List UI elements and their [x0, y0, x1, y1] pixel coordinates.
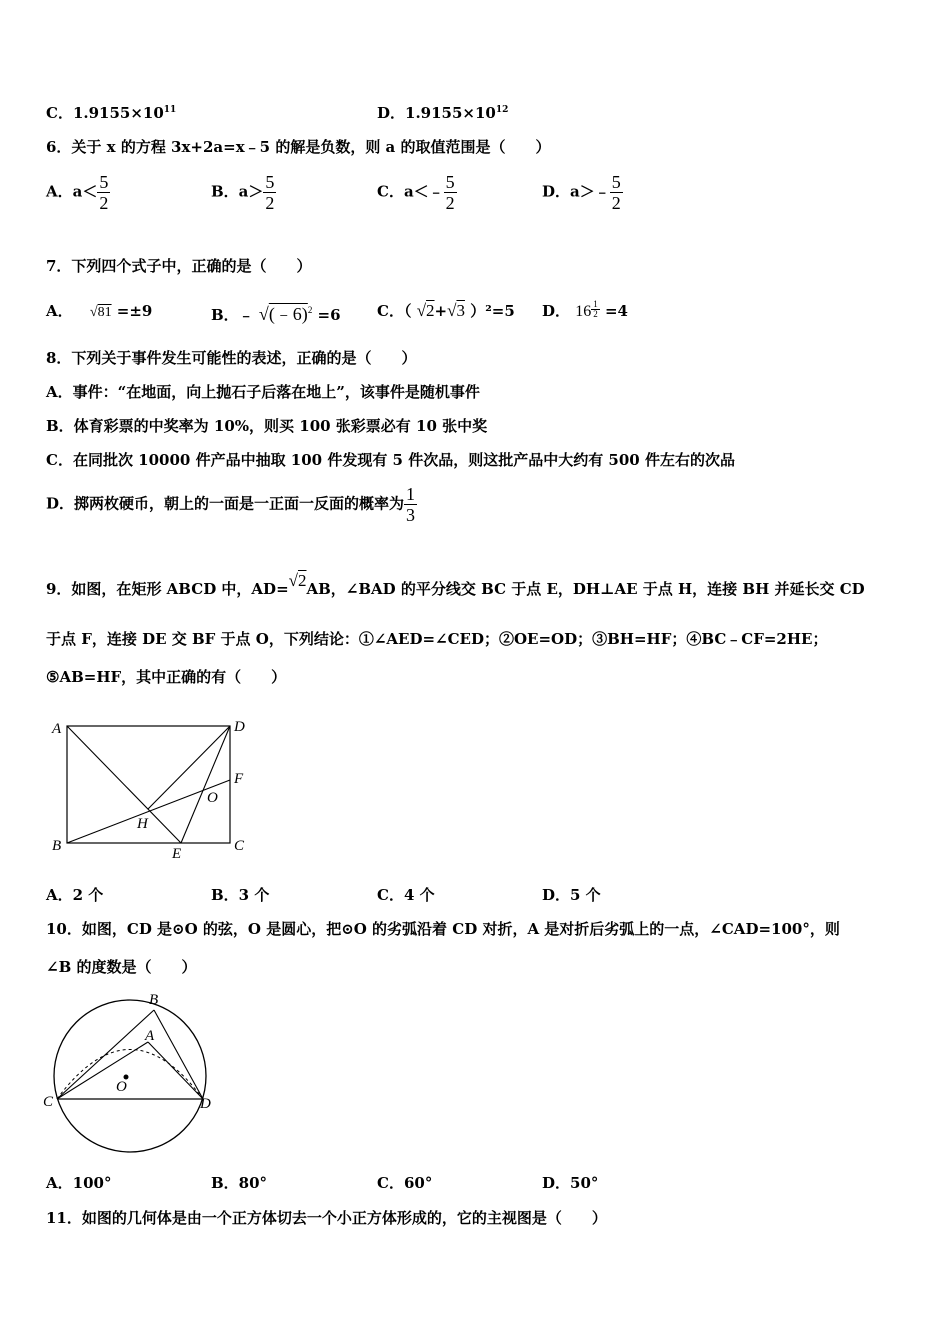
q10-option-c: C．60°	[377, 1174, 433, 1192]
q10-option-a: A．100°	[46, 1174, 112, 1192]
q5-option-d: D．$1.9155\times 10^{12}$	[377, 104, 509, 122]
label-o: O	[116, 1079, 127, 1095]
q9-option-a: A．2 个	[46, 886, 104, 904]
label-c: C	[234, 838, 245, 854]
segment-cb	[57, 1010, 154, 1099]
q9-figure	[44, 712, 254, 862]
segment-de	[181, 726, 230, 843]
q6-option-d: D．a＞﹣ $\frac{5}{2}$	[542, 172, 621, 213]
segment-ae	[67, 726, 181, 843]
q10-option-d: D．50°	[542, 1174, 599, 1192]
q7-option-d: D． 16 $\frac{1}{2}$ =4	[542, 299, 628, 320]
label-c: C	[43, 1094, 54, 1110]
q11-stem: 11．如图的几何体是由一个正方体切去一个小正方体形成的，它的主视图是（ ）	[46, 1209, 607, 1227]
q9-line1: 9．如图，在矩形 ABCD 中，AD=√2AB，∠BAD 的平分线交 BC 于点 E，DH⊥AE 于点 H，连接 BH 并延长交 CD	[46, 571, 865, 598]
q8-stem: 8．下列关于事件发生可能性的表述，正确的是（ ）	[46, 349, 417, 367]
q6-option-c: C．a＜﹣ $\frac{5}{2}$	[377, 172, 455, 213]
label-d: D	[234, 719, 245, 735]
q7-option-c: C．（ √2+√3 ）²=5	[377, 301, 515, 320]
label-h: H	[137, 816, 148, 832]
q9-option-d: D．5 个	[542, 886, 601, 904]
q9-option-b: B．3 个	[211, 886, 270, 904]
q10-option-b: B．80°	[211, 1174, 268, 1192]
q9-line3: ⑤AB=HF，其中正确的有（ ）	[46, 668, 287, 686]
label-b: B	[52, 838, 62, 854]
q10-line1: 10．如图，CD 是⊙O 的弦，O 是圆心，把⊙O 的劣弧沿着 CD 对折，A 是对折后劣弧上的一点，∠CAD=100°，则	[46, 920, 840, 938]
q6-stem: 6．关于 x 的方程 3x+2a=x﹣5 的解是负数，则 a 的取值范围是（ ）	[46, 138, 551, 156]
segment-bf	[67, 780, 230, 843]
label-b: B	[149, 992, 159, 1008]
q10-line2: ∠B 的度数是（ ）	[46, 958, 197, 976]
q6-option-b: B．a＞ $\frac{5}{2}$	[211, 172, 275, 213]
q8-option-c: C．在同批次 10000 件产品中抽取 100 件发现有 5 件次品，则这批产品中大约有 500 件左右的次品	[46, 451, 735, 469]
q8-option-d: D．掷两枚硬币，朝上的一面是一正面一反面的概率为 $\frac{1}{3}$	[46, 484, 416, 525]
q7-option-b: B．﹣ √(﹣6)$^2$ =6	[211, 304, 341, 324]
label-a: A	[145, 1028, 155, 1044]
segment-bd	[154, 1010, 203, 1099]
label-a: A	[52, 721, 62, 737]
segment-ca	[57, 1042, 148, 1099]
segment-ad	[148, 1042, 203, 1099]
q8-option-b: B．体育彩票的中奖率为 10%，则买 100 张彩票必有 10 张中奖	[46, 417, 488, 435]
label-o: O	[207, 790, 218, 806]
q9-line2: 于点 F，连接 DE 交 BF 于点 O，下列结论：①∠AED=∠CED；②OE=OD；③BH=HF；④BC﹣CF=2HE；	[46, 630, 828, 648]
q7-option-a: A． √81 =±9	[46, 302, 153, 320]
q10-figure	[40, 990, 220, 1160]
q6-option-a: A．a＜ $\frac{5}{2}$	[46, 172, 109, 213]
q5-option-c: C．$1.9155\times 10^{11}$	[46, 104, 177, 122]
q9-option-c: C．4 个	[377, 886, 435, 904]
label-d: D	[200, 1096, 211, 1112]
label-e: E	[172, 846, 182, 862]
q8-option-a: A．事件：“在地面，向上抛石子后落在地上”，该事件是随机事件	[46, 383, 480, 401]
folded-arc	[57, 1050, 203, 1100]
label-f: F	[234, 771, 244, 787]
q7-stem: 7．下列四个式子中，正确的是（ ）	[46, 257, 312, 275]
